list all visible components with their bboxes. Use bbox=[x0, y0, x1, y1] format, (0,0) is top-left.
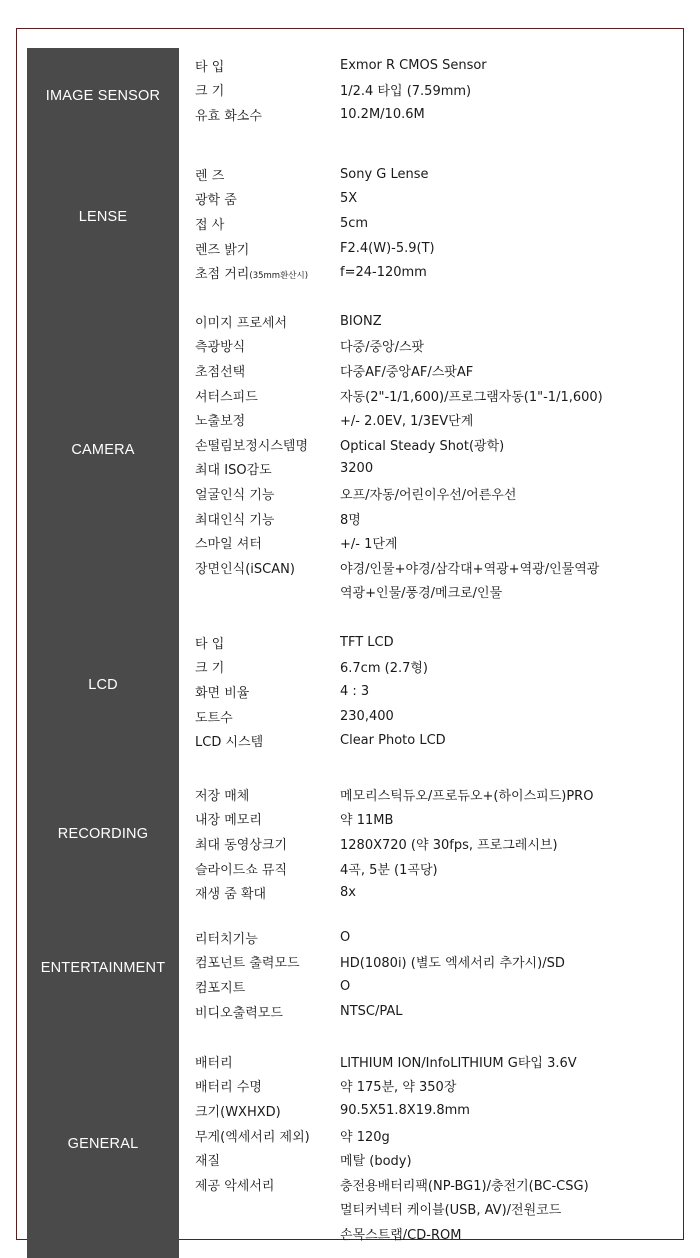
spec-row bbox=[195, 974, 673, 999]
spec-value: O bbox=[340, 978, 351, 994]
spec-value: +/- 2.0EV, 1/3EV단계 bbox=[340, 414, 474, 430]
spec-value: 메탈 (body) bbox=[340, 1154, 412, 1170]
spec-label bbox=[195, 435, 340, 454]
spec-label bbox=[195, 1175, 340, 1194]
spec-label-text: 크기(WXHXD) bbox=[195, 1104, 281, 1120]
spec-row bbox=[195, 530, 673, 555]
spec-row bbox=[195, 655, 673, 680]
spec-sheet-frame bbox=[16, 28, 684, 1243]
spec-row bbox=[195, 236, 673, 261]
spec-value: 5cm bbox=[340, 215, 369, 231]
spec-label-text: 얼굴인식 기능 bbox=[195, 487, 275, 503]
spec-label bbox=[195, 1002, 340, 1021]
category-label: ENTERTAINMENT bbox=[27, 907, 179, 1029]
spec-value: 230,400 bbox=[340, 708, 394, 724]
spec-value: 1/2.4 타입 (7.59mm) bbox=[340, 84, 472, 100]
spec-row bbox=[195, 807, 673, 832]
spec-row bbox=[195, 506, 673, 531]
spec-label-text: LCD 시스템 bbox=[195, 735, 264, 751]
spec-label bbox=[195, 977, 340, 996]
spec-label bbox=[195, 883, 340, 902]
spec-label-text: 도트수 bbox=[195, 710, 233, 726]
spec-label-text: 재생 줌 확대 bbox=[195, 887, 267, 903]
spec-label-text: 배터리 수명 bbox=[195, 1080, 262, 1096]
spec-row bbox=[195, 187, 673, 212]
spec-row bbox=[195, 580, 673, 605]
spec-value: 약 175분, 약 350장 bbox=[340, 1080, 457, 1096]
spec-label bbox=[195, 189, 340, 208]
spec-value: 멀티커넥터 케이블(USB, AV)/전원코드 bbox=[340, 1203, 562, 1219]
spec-label-text: 최대 ISO감도 bbox=[195, 463, 272, 479]
spec-row bbox=[195, 309, 673, 334]
spec-row bbox=[195, 407, 673, 432]
spec-value: 손목스트랩/CD-ROM bbox=[340, 1227, 462, 1243]
spec-value: 90.5X51.8X19.8mm bbox=[340, 1102, 470, 1118]
spec-label-text: 유효 화소수 bbox=[195, 108, 262, 124]
spec-label bbox=[195, 484, 340, 503]
spec-label bbox=[195, 928, 340, 947]
spec-label bbox=[195, 731, 340, 750]
spec-label-text: 컴포지트 bbox=[195, 980, 246, 996]
spec-value: 1280X720 (약 30fps, 프로그레시브) bbox=[340, 837, 558, 853]
category-label: IMAGE SENSOR bbox=[27, 48, 179, 144]
spec-value: 오프/자동/어린이우선/어른우선 bbox=[340, 487, 517, 503]
spec-label bbox=[195, 809, 340, 828]
spec-label bbox=[195, 657, 340, 676]
spec-label-text: 광학 줌 bbox=[195, 193, 237, 209]
spec-value: BIONZ bbox=[340, 313, 382, 329]
spec-value: F2.4(W)-5.9(T) bbox=[340, 240, 435, 256]
spec-row bbox=[195, 679, 673, 704]
spec-row bbox=[195, 1147, 673, 1172]
spec-label-note: (35mm환산시) bbox=[249, 271, 309, 282]
spec-row bbox=[195, 481, 673, 506]
spec-value: 3200 bbox=[340, 461, 374, 477]
spec-label bbox=[195, 410, 340, 429]
spec-label-text: 비디오출력모드 bbox=[195, 1005, 283, 1021]
spec-label bbox=[195, 682, 340, 701]
spec-section bbox=[27, 1029, 673, 1258]
spec-value: +/- 1단계 bbox=[340, 537, 398, 553]
spec-value: 충전용배터리팩(NP-BG1)/충전기(BC-CSG) bbox=[340, 1178, 589, 1194]
spec-label bbox=[195, 239, 340, 258]
spec-row bbox=[195, 1197, 673, 1222]
spec-label-text: 노출보정 bbox=[195, 414, 246, 430]
spec-value: 약 120g bbox=[340, 1129, 390, 1145]
spec-label bbox=[195, 1076, 340, 1095]
spec-label bbox=[195, 785, 340, 804]
spec-section bbox=[27, 48, 673, 144]
spec-label-text: 제공 악세서리 bbox=[195, 1178, 275, 1194]
spec-label-text: 손떨림보정시스템명 bbox=[195, 438, 309, 454]
spec-label-text: 화면 비율 bbox=[195, 685, 250, 701]
spec-rows bbox=[179, 760, 673, 907]
spec-label bbox=[195, 386, 340, 405]
category-label: RECORDING bbox=[27, 760, 179, 907]
spec-rows bbox=[179, 610, 673, 760]
spec-label-text: 장면인식(iSCAN) bbox=[195, 561, 295, 577]
spec-row bbox=[195, 457, 673, 482]
spec-section bbox=[27, 907, 673, 1029]
spec-row bbox=[195, 555, 673, 580]
spec-value: 메모리스틱듀오/프로듀오+(하이스피드)PRO bbox=[340, 788, 594, 804]
spec-row bbox=[195, 1172, 673, 1197]
spec-label-text: 스마일 셔터 bbox=[195, 537, 262, 553]
spec-value: 10.2M/10.6M bbox=[340, 106, 425, 122]
spec-row bbox=[195, 782, 673, 807]
spec-value: NTSC/PAL bbox=[340, 1003, 403, 1019]
category-label: GENERAL bbox=[27, 1029, 179, 1258]
spec-label-text: 렌즈 밝기 bbox=[195, 242, 250, 258]
spec-label bbox=[195, 509, 340, 528]
spec-rows bbox=[179, 907, 673, 1029]
spec-value: HD(1080i) (별도 엑세서리 추가시)/SD bbox=[340, 956, 565, 972]
spec-label bbox=[195, 1126, 340, 1145]
spec-value: LITHIUM ION/InfoLITHIUM G타입 3.6V bbox=[340, 1055, 577, 1071]
spec-label-text: 타 입 bbox=[195, 59, 225, 75]
spec-label-text: 셔터스피드 bbox=[195, 389, 258, 405]
spec-row bbox=[195, 162, 673, 187]
spec-value: 야경/인물+야경/삼각대+역광+역광/인물역광 bbox=[340, 561, 600, 577]
spec-label bbox=[195, 361, 340, 380]
spec-row bbox=[195, 334, 673, 359]
spec-label bbox=[195, 312, 340, 331]
spec-label bbox=[195, 459, 340, 478]
spec-label bbox=[195, 1052, 340, 1071]
spec-label-text: 접 사 bbox=[195, 217, 225, 233]
spec-row bbox=[195, 53, 673, 78]
spec-row bbox=[195, 1123, 673, 1148]
spec-label bbox=[195, 336, 340, 355]
category-label: CAMERA bbox=[27, 289, 179, 610]
spec-label-text: 리터치기능 bbox=[195, 931, 258, 947]
spec-value: Optical Steady Shot(광학) bbox=[340, 438, 505, 454]
spec-row bbox=[195, 78, 673, 103]
spec-label-text: 무게(엑세서리 제외) bbox=[195, 1129, 310, 1145]
spec-value: O bbox=[340, 929, 351, 945]
spec-label bbox=[195, 707, 340, 726]
spec-label-text: 저장 매체 bbox=[195, 788, 250, 804]
spec-row bbox=[195, 1074, 673, 1099]
spec-label-text: 초점선택 bbox=[195, 364, 246, 380]
spec-row bbox=[195, 358, 673, 383]
spec-label-text: 컴포넌트 출력모드 bbox=[195, 956, 300, 972]
spec-label-text: 재질 bbox=[195, 1154, 221, 1170]
spec-row bbox=[195, 1049, 673, 1074]
spec-value: TFT LCD bbox=[340, 634, 394, 650]
spec-label bbox=[195, 214, 340, 233]
spec-row bbox=[195, 880, 673, 905]
spec-label bbox=[195, 1101, 340, 1120]
spec-value: 6.7cm (2.7형) bbox=[340, 661, 428, 677]
spec-label-text: 초점 거리 bbox=[195, 267, 250, 283]
spec-section bbox=[27, 289, 673, 610]
category-label: LENSE bbox=[27, 144, 179, 289]
spec-label-text: 최대 동영상크기 bbox=[195, 837, 288, 853]
spec-label-text: 측광방식 bbox=[195, 340, 246, 356]
spec-label bbox=[195, 263, 340, 282]
spec-value: 역광+인물/풍경/메크로/인물 bbox=[340, 586, 503, 602]
spec-label bbox=[195, 558, 340, 577]
spec-rows bbox=[179, 48, 673, 144]
spec-label bbox=[195, 56, 340, 75]
spec-row bbox=[195, 630, 673, 655]
spec-label-text: 이미지 프로세서 bbox=[195, 315, 288, 331]
spec-value: Clear Photo LCD bbox=[340, 733, 446, 749]
spec-rows bbox=[179, 289, 673, 610]
spec-row bbox=[195, 999, 673, 1024]
spec-value: Exmor R CMOS Sensor bbox=[340, 57, 487, 73]
spec-value: 4곡, 5분 (1곡당) bbox=[340, 862, 438, 878]
spec-label-text: 슬라이드쇼 뮤직 bbox=[195, 862, 288, 878]
spec-label-text: 최대인식 기능 bbox=[195, 512, 275, 528]
spec-label-text: 렌 즈 bbox=[195, 168, 225, 184]
spec-section bbox=[27, 144, 673, 289]
spec-row bbox=[195, 728, 673, 753]
spec-label-text: 내장 메모리 bbox=[195, 813, 262, 829]
spec-label bbox=[195, 105, 340, 124]
spec-label bbox=[195, 859, 340, 878]
category-label: LCD bbox=[27, 610, 179, 760]
spec-label bbox=[195, 1150, 340, 1169]
spec-value: 5X bbox=[340, 191, 358, 207]
spec-label bbox=[195, 633, 340, 652]
spec-section bbox=[27, 760, 673, 907]
spec-row bbox=[195, 856, 673, 881]
spec-value: 다중/중앙/스팟 bbox=[340, 340, 425, 356]
spec-row bbox=[195, 1221, 673, 1246]
spec-value: 8명 bbox=[340, 512, 361, 528]
spec-label bbox=[195, 80, 340, 99]
spec-value: Sony G Lense bbox=[340, 166, 429, 182]
spec-row bbox=[195, 704, 673, 729]
spec-row bbox=[195, 211, 673, 236]
spec-row bbox=[195, 260, 673, 285]
spec-row bbox=[195, 432, 673, 457]
spec-label-text: 크 기 bbox=[195, 84, 225, 100]
spec-label bbox=[195, 952, 340, 971]
spec-value: 약 11MB bbox=[340, 813, 394, 829]
spec-value: 4 : 3 bbox=[340, 683, 370, 699]
spec-rows bbox=[179, 1029, 673, 1258]
spec-value: 다중AF/중앙AF/스팟AF bbox=[340, 364, 474, 380]
spec-label-text: 크 기 bbox=[195, 661, 225, 677]
spec-label bbox=[195, 533, 340, 552]
spec-label-text: 배터리 bbox=[195, 1055, 233, 1071]
spec-row bbox=[195, 925, 673, 950]
spec-row bbox=[195, 831, 673, 856]
spec-sheet bbox=[27, 48, 673, 1258]
spec-row bbox=[195, 950, 673, 975]
spec-value: f=24-120mm bbox=[340, 265, 427, 281]
spec-row bbox=[195, 383, 673, 408]
spec-rows bbox=[179, 144, 673, 289]
spec-row bbox=[195, 1098, 673, 1123]
spec-label bbox=[195, 165, 340, 184]
spec-section bbox=[27, 610, 673, 760]
spec-value: 자동(2"-1/1,600)/프로그램자동(1"-1/1,600) bbox=[340, 389, 603, 405]
spec-value: 8x bbox=[340, 885, 356, 901]
spec-label-text: 타 입 bbox=[195, 636, 225, 652]
spec-row bbox=[195, 102, 673, 127]
spec-label bbox=[195, 834, 340, 853]
